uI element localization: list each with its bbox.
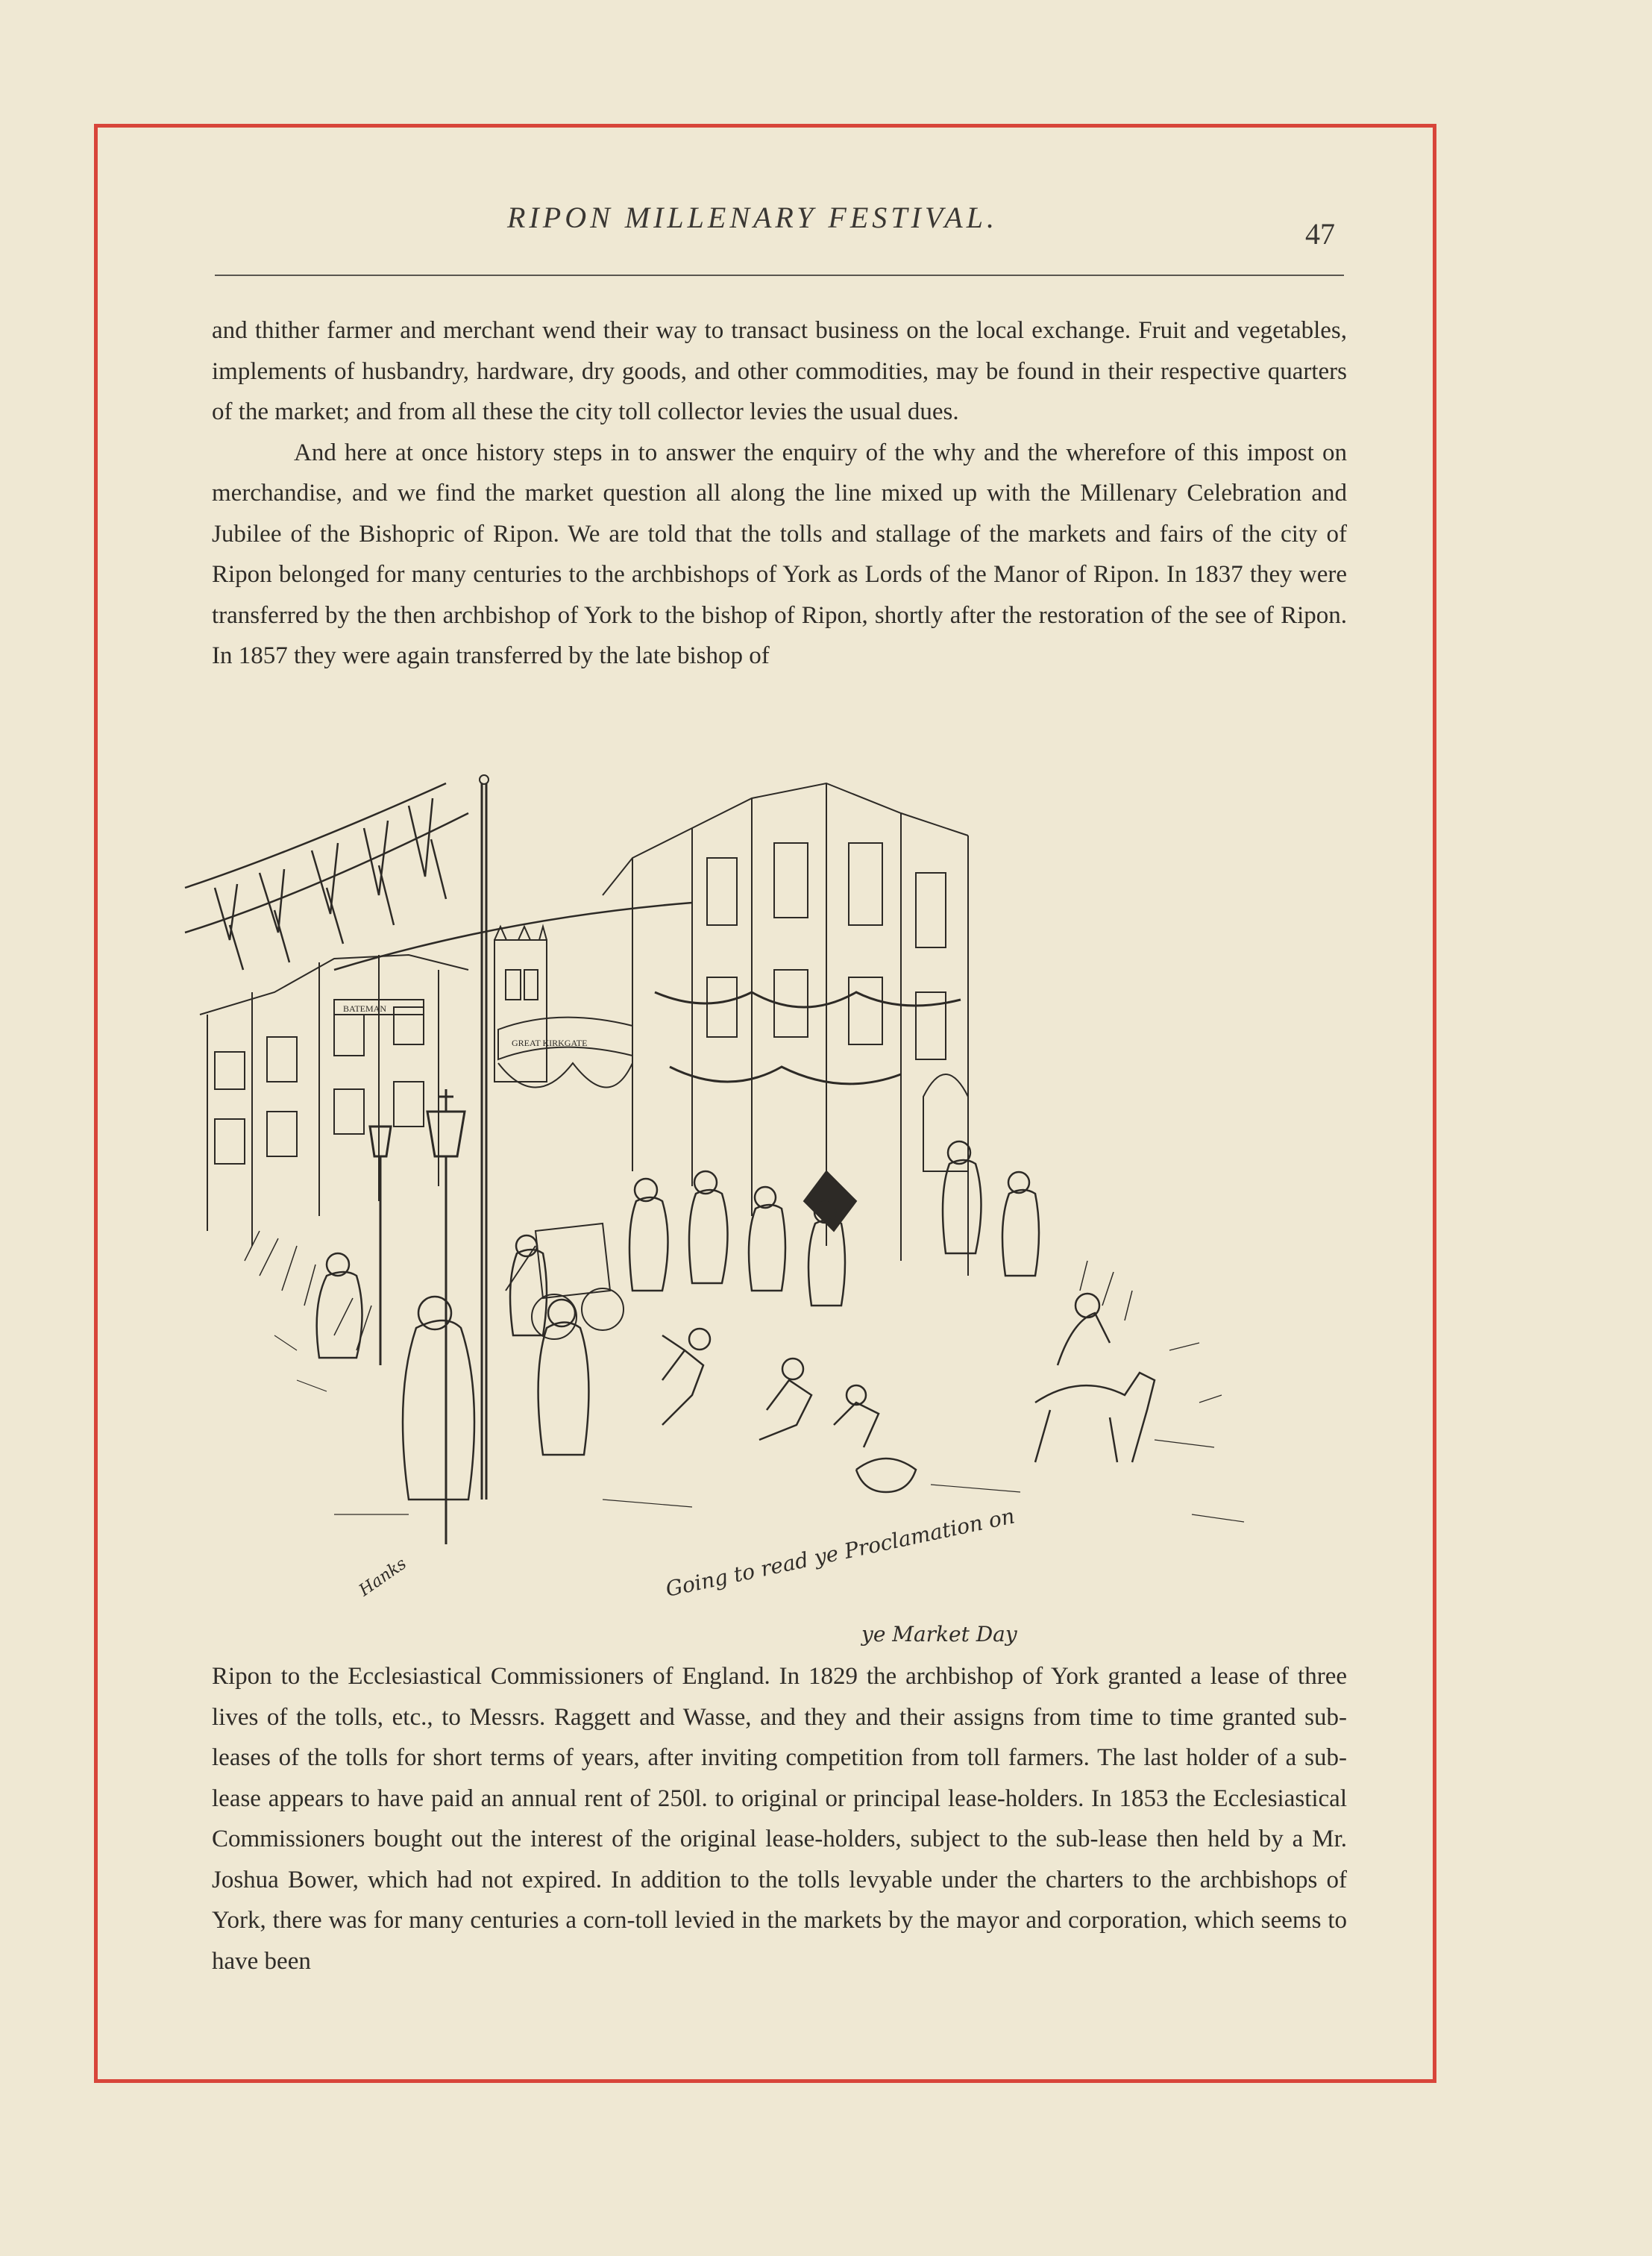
bateman-sign: BATEMAN [343, 1003, 387, 1014]
header-rule [215, 275, 1344, 276]
bunting [185, 783, 692, 970]
running-header-title: RIPON MILLENARY FESTIVAL. [507, 201, 998, 234]
upper-text-block [212, 310, 1347, 677]
page-number: 47 [1305, 217, 1335, 251]
market-day-illustration [185, 768, 1363, 1649]
left-buildings [200, 955, 468, 1246]
illustration-caption [663, 1503, 1033, 1656]
donkey-rider [1035, 1294, 1155, 1462]
flagpole [480, 775, 489, 1500]
caption-line-1: Going to read ye Proclamation on [663, 1503, 1017, 1602]
right-buildings [603, 783, 968, 1276]
crowd-figures [317, 1141, 1039, 1500]
paragraph-continued: and thither farmer and merchant wend their way to transact business on the local exchange. Fruit and vegetables, implements of husbandry, hardware, dry goods, and other commodities, may be found in their respective quarters of the market; and from all these the city toll collector levies the usual dues. [212, 317, 1347, 425]
paragraph-continued-lower: Ripon to the Ecclesiastical Commissioners of England. In 1829 the archbishop of York granted a lease of three lives of the tolls, etc., to Messrs. Raggett and Wasse, and they and their assigns from time to time granted sub-leases of the tolls for short terms of years, after inviting competition from toll farmers. The last holder of a sub-lease appears to have paid an annual rent of 250l. to original or principal lease-holders. In 1853 the Ecclesiastical Commissioners bought out the interest of the original lease-holders, subject to the sub-lease then held by a Mr. Joshua Bower, which had not expired. In addition to the tolls levyable under the charters to the archbishops of York, there was for many centuries a corn-toll levied in the markets by the mayor and corporation, which seems to have been [212, 1663, 1347, 1975]
great-kirkgate-sign: GREAT KIRKGATE [512, 1038, 588, 1048]
running-children [662, 1329, 916, 1492]
paragraph-history: And here at once history steps in to answer the enquiry of the why and the wherefore of this impost on merchandise, and we find the market question all along the line mixed up with the Millenary Celebration and Jubilee of the Bishopric of Ripon. We are told that the tolls and stallage of the markets and fairs of the city of Ripon belonged for many centuries to the archbishops of York as Lords of the Manor of Ripon. In 1837 they were transferred by the then archbishop of York to the bishop of Ripon, shortly after the restoration of the see of Ripon. In 1857 they were again transferred by the late bishop of [212, 439, 1347, 669]
caption-line-2: ye Market Day [861, 1622, 1017, 1646]
lower-text-block [212, 1656, 1347, 1981]
artist-signature: Hanks [356, 1554, 410, 1600]
ground-hatching [274, 1335, 1244, 1522]
street-banner [498, 1018, 632, 1088]
